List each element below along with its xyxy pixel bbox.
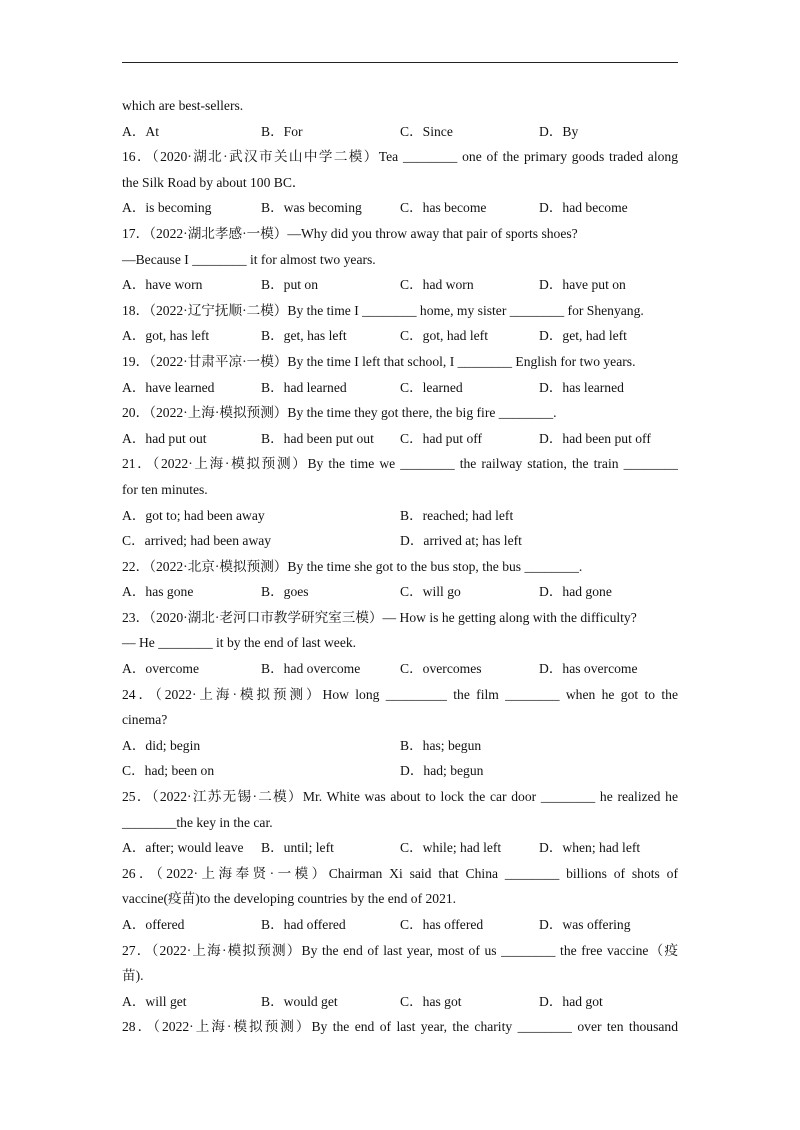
question-stem-line: ________the key in the car. xyxy=(122,814,273,830)
option-a: A．after; would leave xyxy=(122,840,244,856)
question-stem-line: 18．（2022·辽宁抚顺·二模）By the time I ________ home, my sister ________ for Shenyang. xyxy=(122,302,644,318)
question-stem-line: vaccine(疫苗)to the developing countries by the end of 2021. xyxy=(122,891,457,907)
option-a: A．overcome xyxy=(122,661,200,677)
intro-line: which are best-sellers. xyxy=(122,98,244,113)
option-d: D．was offering xyxy=(539,917,631,932)
option-d: D．had got xyxy=(539,993,603,1009)
options-row xyxy=(122,912,678,938)
question-stem-line: 17．（2022·湖北孝感·一模）—Why did you throw away that pair of sports shoes? xyxy=(122,225,578,241)
option-d: D．had; begun xyxy=(400,763,484,779)
question-stem-line: 22．（2022·北京·模拟预测）By the time she got to the bus stop, the bus ________. xyxy=(122,558,583,574)
question-24 xyxy=(122,682,678,784)
question-stem-line: 23．（2020·湖北·老河口市教学研究室三模）— How is he getting along with the difficulty? xyxy=(122,609,637,625)
option-a: A．did; begin xyxy=(122,737,201,753)
option-c: C．has got xyxy=(400,993,462,1009)
option-d: D．had been put off xyxy=(539,430,651,446)
option-b: B．put on xyxy=(261,277,319,293)
options-row xyxy=(122,579,678,605)
option-d: D．has overcome xyxy=(539,661,638,677)
question-28 xyxy=(122,1014,678,1040)
question-stem-line: —Because I ________ it for almost two years. xyxy=(122,251,376,267)
option-b: B．goes xyxy=(261,584,309,600)
option-b: B．would get xyxy=(261,993,338,1009)
question-stem-line: — He ________ it by the end of last week. xyxy=(122,635,357,651)
question-stem-line: 25．（2022·江苏无锡·二模）Mr. White was about to lock the car door ________ he realized he xyxy=(122,789,678,805)
question-17 xyxy=(122,221,678,298)
option-a: A．has gone xyxy=(122,584,194,600)
header-rule xyxy=(122,62,678,63)
options-row xyxy=(122,656,678,682)
option-c: C．had; been on xyxy=(122,763,215,779)
options-row xyxy=(122,528,678,554)
options-row xyxy=(122,272,678,298)
option-a: A．got to; had been away xyxy=(122,507,265,523)
question-stem-line: 28．（2022·上海·模拟预测）By the end of last year, the charity ________ over ten thousand xyxy=(122,1019,678,1035)
option-c: C．got, had left xyxy=(400,328,488,344)
question-stem-line: 16．（2020·湖北·武汉市关山中学二模）Tea ________ one of the primary goods traded along xyxy=(122,149,678,165)
option-a: A．have learned xyxy=(122,379,215,395)
question-21 xyxy=(122,451,678,553)
question-25 xyxy=(122,784,678,861)
option-b: B．had overcome xyxy=(261,661,361,677)
options-row xyxy=(122,989,678,1015)
options-row xyxy=(122,426,678,452)
option-d: D．have put on xyxy=(539,277,626,293)
option-a: A．will get xyxy=(122,993,187,1009)
option-d: D．arrived at; has left xyxy=(400,533,522,549)
option-d: D．By xyxy=(539,123,579,139)
question-stem-line: 20．（2022·上海·模拟预测）By the time they got there, the big fire ________. xyxy=(122,405,557,421)
question-stem-line: the Silk Road by about 100 BC． xyxy=(122,174,306,190)
question-26 xyxy=(122,861,678,938)
option-b: B．had been put out xyxy=(261,430,374,446)
option-b: B．For xyxy=(261,123,303,139)
options-row xyxy=(122,758,678,784)
option-a: A．is becoming xyxy=(122,200,212,216)
option-c: C．will go xyxy=(400,584,461,600)
question-19 xyxy=(122,349,678,400)
question-stem-line: 24．（2022·上海·模拟预测）How long _________ the film ________ when he got to the xyxy=(122,686,678,702)
option-c: C．overcomes xyxy=(400,661,482,677)
option-d: D．has learned xyxy=(539,379,624,395)
option-b: B．until; left xyxy=(261,840,334,856)
option-c: C．had worn xyxy=(400,277,474,293)
options-row xyxy=(122,195,678,221)
question-22 xyxy=(122,554,678,605)
option-a: A．have worn xyxy=(122,277,203,293)
option-b: B．was becoming xyxy=(261,200,362,216)
options-row xyxy=(122,733,678,759)
option-d: D．had gone xyxy=(539,584,612,600)
option-b: B．has; begun xyxy=(400,737,482,753)
option-c: C．has become xyxy=(400,200,487,216)
option-b: B．had learned xyxy=(261,379,347,395)
options-row xyxy=(122,835,678,861)
question-stem-line: for ten minutes. xyxy=(122,481,208,497)
question-stem-line: 26．（2022·上海奉贤·一模）Chairman Xi said that China ________ billions of shots of xyxy=(122,865,678,881)
question-list xyxy=(122,144,678,1040)
question-23 xyxy=(122,605,678,682)
option-c: C．had put off xyxy=(400,430,483,446)
option-a: A．got, has left xyxy=(122,328,210,344)
question-stem-line: 21．（2022·上海·模拟预测）By the time we ________ the railway station, the train ________ xyxy=(122,456,678,472)
option-d: D．when; had left xyxy=(539,840,641,856)
option-a: A．had put out xyxy=(122,430,207,446)
option-b: B．get, has left xyxy=(261,328,347,344)
option-a: A．offered xyxy=(122,917,185,932)
options-row xyxy=(122,503,678,529)
option-c: C．Since xyxy=(400,123,453,139)
option-d: D．get, had left xyxy=(539,328,627,344)
options-row xyxy=(122,375,678,401)
option-c: C．arrived; had been away xyxy=(122,533,272,549)
option-c: C．while; had left xyxy=(400,840,502,856)
option-b: B．had offered xyxy=(261,917,346,932)
question-18 xyxy=(122,298,678,349)
question-20 xyxy=(122,400,678,451)
options-row xyxy=(122,323,678,349)
option-c: C．learned xyxy=(400,379,463,395)
question-stem-line: 苗). xyxy=(122,968,144,984)
question-stem-line: cinema? xyxy=(122,712,168,728)
q15-options xyxy=(122,119,678,145)
question-16 xyxy=(122,144,678,221)
question-27 xyxy=(122,938,678,1015)
question-sheet xyxy=(122,93,678,1040)
option-a: A．At xyxy=(122,123,160,139)
option-b: B．reached; had left xyxy=(400,507,514,523)
option-c: C．has offered xyxy=(400,917,484,932)
question-stem-line: 27．（2022·上海·模拟预测）By the end of last year, most of us ________ the free vaccine（疫 xyxy=(122,942,678,958)
option-d: D．had become xyxy=(539,200,628,216)
question-stem-line: 19．（2022·甘肃平凉·一模）By the time I left that school, I ________ English for two years. xyxy=(122,353,636,369)
